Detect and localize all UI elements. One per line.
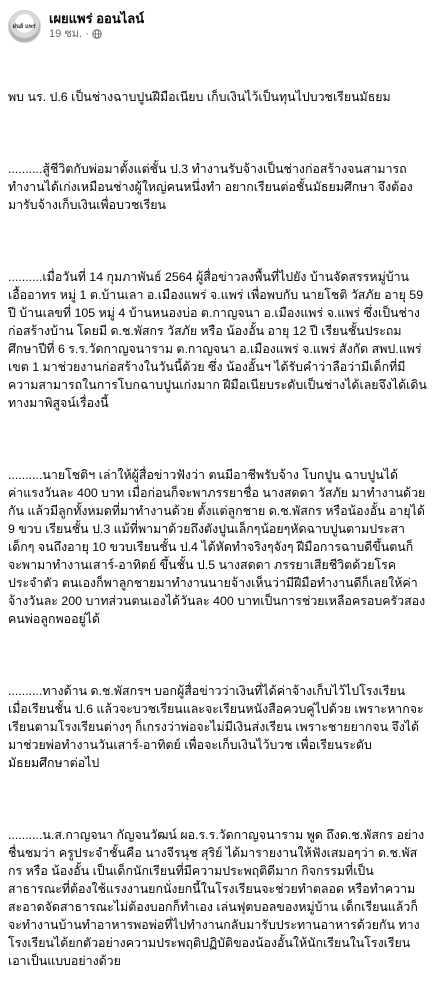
post-paragraph-intro: ..........สู้ชีวิตกับพ่อมาตั้งแต่ชั้น ป.3 ทำงานรับจ้างเป็นช่างก่อสร้างจนสามารถทำงานได้เก่งเหมือนช่างผู้ใหญ่คนหนึ่งทำ อยากเรียนต่อชั้นมัธยมศึกษา จึงต้องมารับจ้างเก็บเงินเพื่อบวชเรียน (8, 162, 413, 212)
post-meta (49, 27, 144, 41)
post-paragraph-headline: พบ นร. ป.6 เป็นช่างฉาบปูนฝีมือเนียบ เก็บเงินไว้เป็นทุนไปบวชเรียนมัธยม (8, 90, 391, 104)
page-name[interactable]: เผยแพร่ ออนไลน์ (49, 11, 145, 26)
avatar-logo-text: ฝนย์ แพร่ (12, 22, 37, 30)
post-paragraph-principal: ..........น.ส.กาญจนา กัญจนวัฒน์ ผอ.ร.ร.วัดกาญจนาราม พูด ถึงด.ช.พัสกร อย่างชื่นชมว่า ครูประจำชั้นคือ นางจีรนุช สุริย์ ได้มารายงานให้ฟังเสมอๆว่า ด.ช.พัสกร หรือ น้องอั้น เป็นเด็กนักเรียนที่มีความประพฤติดีมาก กิจกรรมที่เป็นสาธารณะที่ต้องใช้แรงงานยกนั่งยกนี้ในโรงเรียนจะช่วยทำตลอด หรือทำความสะอาดจัดสาธารณะไม่ต้องบอกก็ทำเอง เล่นฟุตบอลของหมู่บ้าน เด็กเรียนแล้วก็จะทำงานบ้านทำอาหารพอพ่อที่ไปทำงานกลับมารับประทานอาหารด้วยกัน ทางโรงเรียนได้ยกตัวอย่างความประพฤติปฏิบัติของน้องอั้นให้นักเรียนในโรงเรียนเอาเป็นแบบอย่างด้วย (8, 828, 425, 968)
post-paragraph-boy-quote: ..........ทางด้าน ด.ช.พัสกรฯ บอกผู้สื่อข่าวว่าเงินที่ได้ค่าจ้างเก็บไว้ไปโรงเรียน เมื่อเรียนชั้น ป.6 แล้วจะบวชเรียนและจะเรียนหนังสือควบคู่ไปด้วย เพราะหากจะเรียนตามโรงเรียนต่างๆ ก็เกรงว่าพ่อจะไม่มีเงินส่งเรียน เพราะชายยากจน จึงได้มาช่วยพ่อทำงานวันเสาร์-อาทิตย์ เพื่อจะเก็บเงินไว้บวช เพื่อเรียนระดับมัธยมศึกษาต่อไป (8, 684, 424, 770)
post-body (8, 52, 427, 1006)
post-timestamp[interactable]: 19 ชม. (49, 28, 83, 40)
meta-separator: · (85, 28, 89, 40)
post-paragraph-father-story: ..........นายโชติฯ เล่าให้ผู้สื่อข่าวฟังว่า ตนมีอาชีพรับจ้าง โบกปูน ฉาบปูนได้ค่าแรงวันละ 400 บาท เมื่อก่อนก็จะพาภรรยาชื่อ นางสดดา วัสภัย มาทำงานด้วยกัน แล้วมีลูกทั้งหมดที่มาทำงานด้วย ตั้งแต่ลูกชาย ด.ช.พัสกร หรือน้องอั้น อายุได้ 9 ขวบ เรียนชั้น ป.3 แม้ที่พามาด้วยถึงตังปูนเล็กๆน้อยๆหัดฉาบปูนตามประสาเด็กๆ จนถึงอายุ 10 ขวบเรียนชั้น ป.4 ได้หัดทำจริงๆจังๆ ฝีมือการฉาบดีขึ้นตนก็จะพามาทำงานเสาร์-อาทิตย์ ขึ้นชั้น ป.5 นางสดดา ภรรยาเสียชีวิตด้วยโรคประจำตัว ตนเองก็พาลูกชายมาทำงานนายจ้างเห็นว่ามีฝีมือทำงานดีก็เลยให้ค่าจ้างวันละ 200 บาทส่วนตนเองได้วันละ 400 บาทเป็นการช่วยเหลือครอบครัวสองคนพ่อลูกพออยู่ได้ (8, 468, 429, 626)
page-avatar[interactable] (8, 10, 41, 43)
post-header-text (49, 11, 144, 41)
globe-icon (92, 29, 102, 39)
post-paragraph-visit: ..........เมื่อวันที่ 14 กุมภาพันธ์ 2564 ผู้สื่อข่าวลงพื้นที่ไปยัง บ้านจัดสรรหมู่บ้านเอื้ออาทร หมู่ 1 ต.บ้านเลา อ.เมืองแพร่ จ.แพร่ เพื่อพบกับ นายโชติ วัสภัย อายุ 59 ปี บ้านเลขที่ 105 หมู่ 4 บ้านหนองบ่อ ต.กาญจนา อ.เมืองแพร่ จ.แพร่ ซึ่งเป็นช่างก่อสร้างบ้าน โดยมี ด.ช.พัสกร วัสภัย หรือ น้องอั้น อายุ 12 ปี เรียนชั้นประถมศึกษาปีที่ 6 ร.ร.วัดกาญจนาราม ต.กาญจนา อ.เมืองแพร่ จ.แพร่ สังกัด สพป.แพร่ เขต 1 มาช่วยงานก่อสร้างในวันนี้ด้วย ซึ่ง น้องอั้นฯ ได้รับคำว่าลือว่ามีเด็กที่มีความสามารถในการโบกฉาบปูนเก่งมาก ฝีมือเนียบระดับเป็นช่างได้เลยจึงได้เดินทางมาพิสูจน์เรื่องนี้ (8, 270, 427, 410)
post-header (8, 4, 427, 48)
